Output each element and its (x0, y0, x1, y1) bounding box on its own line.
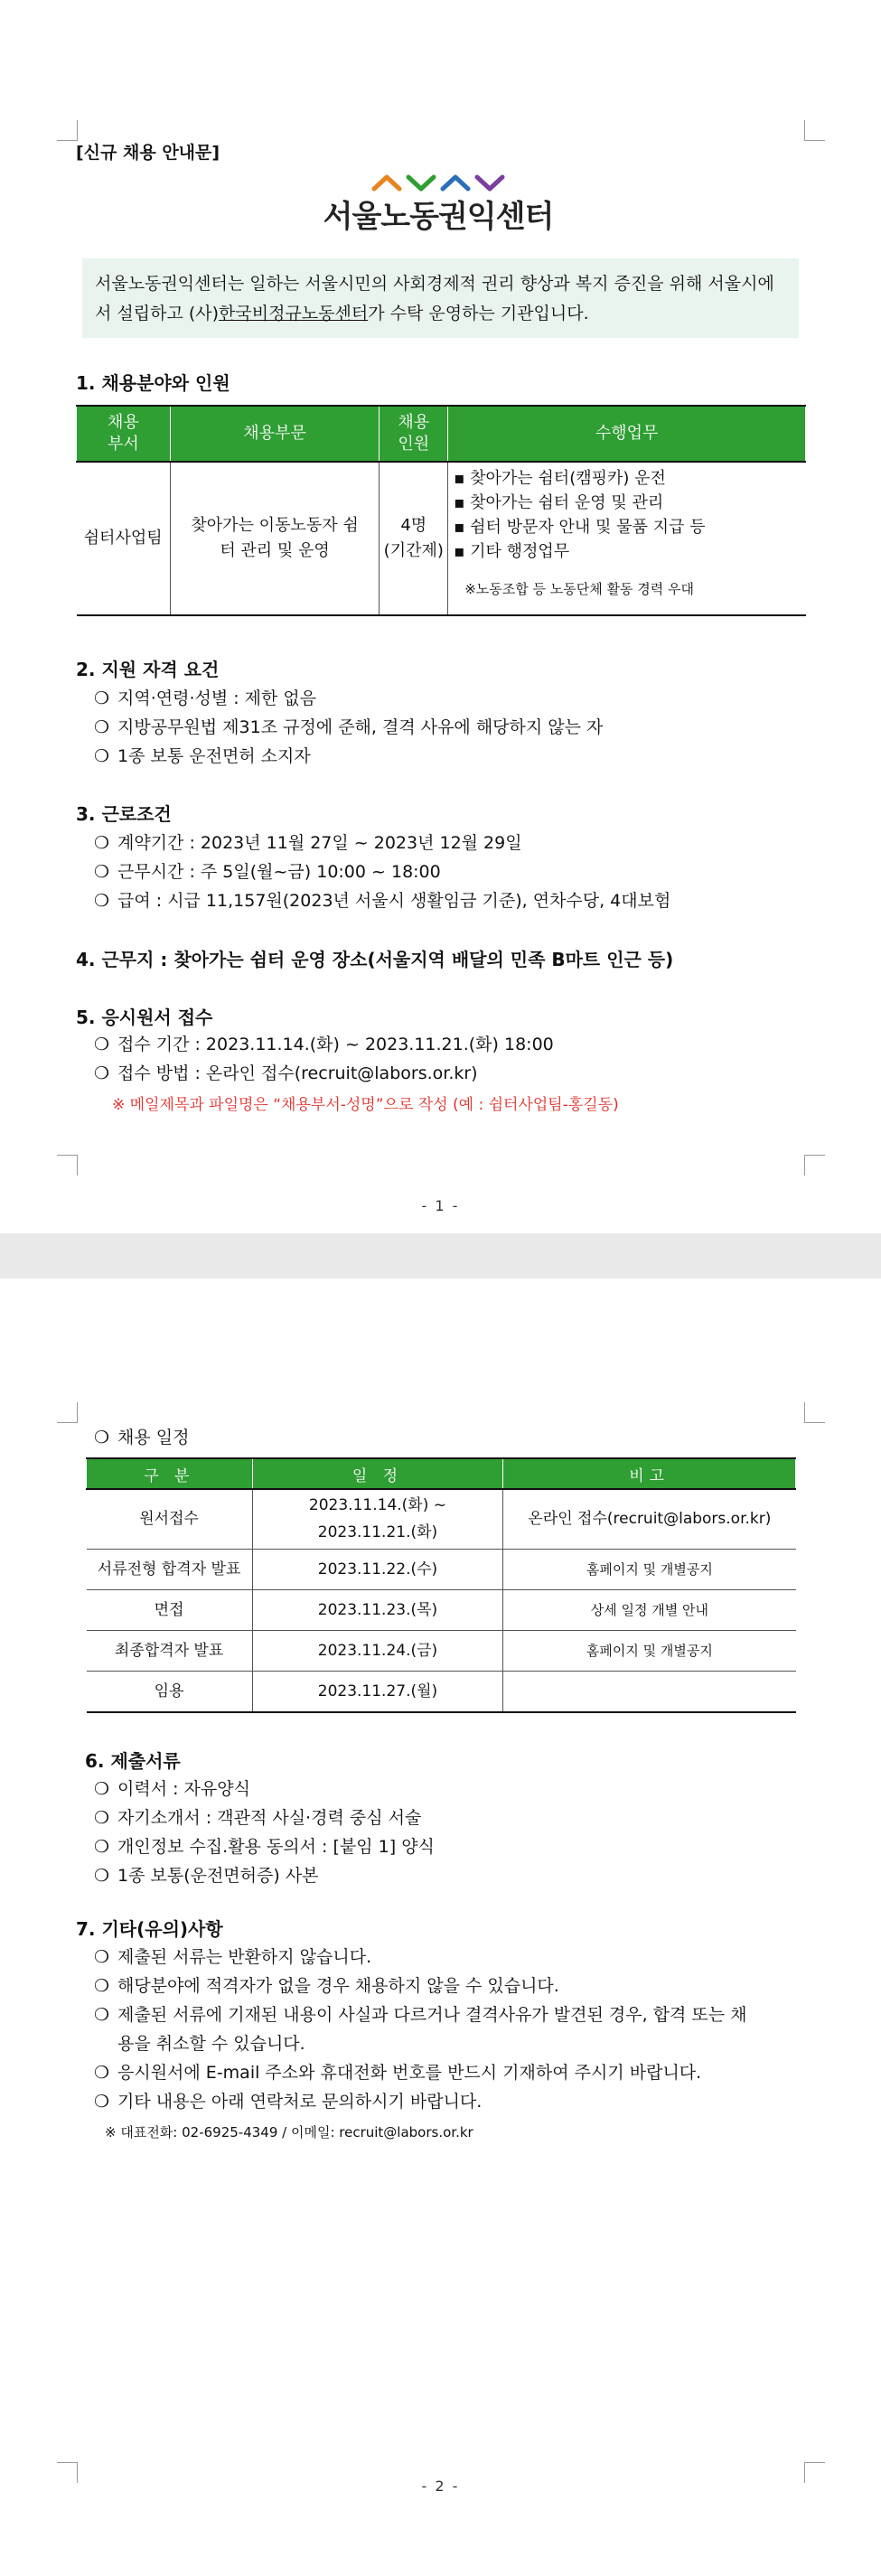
schedule-label (94, 1423, 189, 1452)
page-corner-mark (57, 1155, 78, 1176)
section-title: 3. 근로조건 (76, 803, 172, 825)
page-number: - 2 - (421, 2478, 460, 2495)
page-corner-mark (804, 1402, 825, 1423)
list-item (94, 684, 603, 713)
table-row (87, 1549, 796, 1589)
duty-item: ▪ 쉼터 방문자 안내 및 물품 지급 등 (454, 518, 706, 537)
list-item (94, 857, 670, 886)
list-item-continuation: 용을 취소할 수 있습니다. (117, 2034, 305, 2054)
schedule-table (86, 1457, 796, 1713)
duty-item: ▪ 기타 행정업무 (454, 542, 570, 561)
cell-field: 찾아가는 이동노동자 쉼터 관리 및 운영 (170, 462, 380, 615)
circle-bullet-icon: ❍ (94, 2092, 110, 2112)
table-cell: 2023.11.23.(목) (252, 1589, 503, 1630)
page-number: - 1 - (421, 1197, 460, 1214)
conditions-list (94, 829, 670, 915)
circle-bullet-icon: ❍ (94, 1779, 110, 1799)
table-row (87, 1489, 796, 1549)
table-cell: 서류전형 합격자 발표 (87, 1549, 253, 1589)
table-cell: 상세 일정 개별 안내 (503, 1589, 796, 1630)
cell-dept: 쉼터사업팀 (77, 462, 171, 615)
section-title: 7. 기타(유의)사항 (76, 1918, 223, 1940)
organization-logo (298, 173, 578, 236)
table-cell: 임용 (87, 1671, 253, 1712)
table-header: 일 정 (252, 1458, 503, 1489)
table-row (77, 462, 806, 615)
list-item-text: 기타 내용은 아래 연락처로 문의하시기 바랍니다. (117, 2092, 483, 2112)
intro-operator-name: 한국비정규노동센터 (219, 304, 369, 323)
table-cell (503, 1671, 796, 1712)
table-cell: 최종합격자 발표 (87, 1630, 253, 1671)
table-cell: 2023.11.14.(화) ~ 2023.11.21.(화) (252, 1489, 503, 1549)
logo-chevrons (298, 173, 578, 192)
list-item (94, 886, 670, 915)
table-header (170, 406, 380, 462)
circle-bullet-icon: ❍ (94, 1063, 110, 1083)
list-item (94, 2000, 747, 2029)
contact-info: ※ 대표전화: 02-6925-4349 / 이메일: recruit@labors.or.kr (105, 2124, 473, 2140)
section-title: 2. 지원 자격 요건 (76, 659, 220, 680)
list-item (94, 713, 603, 742)
duty-note: ※노동조합 등 노동단체 활동 경력 우대 (464, 581, 694, 597)
list-item-text: 개인정보 수집.활용 동의서 : [붙임 1] 양식 (117, 1837, 435, 1857)
header-dept: 채용 부서 (108, 413, 139, 454)
circle-bullet-icon: ❍ (94, 2005, 110, 2025)
circle-bullet-icon: ❍ (94, 1947, 110, 1967)
intro-text-end: 가 수탁 운영하는 기관입니다. (368, 304, 589, 323)
list-item-text: 급여 : 시급 11,157원(2023년 서울시 생활임금 기준), 연차수당, 4대보험 (117, 891, 671, 911)
circle-bullet-icon: ❍ (94, 1035, 110, 1054)
table-header-row (87, 1458, 796, 1489)
list-item-text: 근무시간 : 주 5일(월~금) 10:00 ~ 18:00 (117, 862, 441, 882)
header-duties: 수행업무 (595, 424, 659, 443)
header-count: 채용 인원 (398, 413, 430, 454)
list-item-text: 지방공무원법 제31조 규정에 준해, 결격 사유에 해당하지 않는 자 (117, 717, 604, 737)
page-corner-mark (804, 1155, 825, 1176)
document-page-1 (0, 0, 881, 1233)
application-list (94, 1030, 554, 1088)
recruitment-table (76, 405, 806, 616)
list-item (94, 2087, 747, 2116)
logo-text: 서울노동권익센터 (323, 199, 554, 235)
list-item-text: 1종 보통 운전면허 소지자 (117, 746, 311, 766)
table-header (448, 406, 806, 462)
circle-bullet-icon: ❍ (94, 833, 110, 853)
section-title: 6. 제출서류 (85, 1750, 181, 1772)
table-header (77, 406, 171, 462)
cell-count: 4명 (기간제) (380, 462, 448, 615)
table-header: 구 분 (87, 1458, 253, 1489)
table-cell: 홈페이지 및 개별공지 (503, 1549, 796, 1589)
circle-bullet-icon: ❍ (94, 891, 110, 911)
section-title: 4. 근무지 : 찾아가는 쉼터 운영 장소(서울지역 배달의 민족 B마트 인근 등) (76, 949, 674, 970)
list-item-text: 지역·연령·성별 : 제한 없음 (117, 688, 317, 708)
table-cell: 온라인 접수(recruit@labors.or.kr) (503, 1489, 796, 1549)
list-item (94, 1972, 747, 2000)
page-corner-mark (57, 120, 78, 141)
logo-chevron-icon (406, 173, 436, 192)
list-item (94, 1775, 435, 1803)
list-item-text: 이력서 : 자유양식 (117, 1779, 250, 1799)
section-title: 1. 채용분야와 인원 (76, 372, 230, 394)
table-header: 비고 (503, 1458, 796, 1489)
intro-box (82, 258, 799, 338)
table-row (87, 1671, 796, 1712)
list-item-text: 접수 방법 : 온라인 접수(recruit@labors.or.kr) (117, 1063, 478, 1083)
table-header-row (77, 406, 806, 462)
list-item (94, 742, 603, 771)
documents-list (94, 1775, 435, 1890)
circle-bullet-icon: ❍ (94, 1808, 110, 1828)
table-row (87, 1589, 796, 1630)
list-item (94, 1030, 554, 1059)
circle-bullet-icon: ❍ (94, 717, 110, 737)
circle-bullet-icon: ❍ (94, 746, 110, 766)
list-item-text: 계약기간 : 2023년 11월 27일 ~ 2023년 12월 29일 (117, 833, 522, 853)
duty-item: ▪ 찾아가는 쉼터 운영 및 관리 (454, 493, 664, 512)
table-cell: 홈페이지 및 개별공지 (503, 1630, 796, 1671)
list-item-text: 1종 보통(운전면허증) 사본 (117, 1866, 319, 1886)
table-cell: 2023.11.27.(월) (252, 1671, 503, 1712)
circle-bullet-icon: ❍ (94, 862, 110, 882)
document-page-2 (0, 1279, 881, 2576)
notes-list (94, 1943, 747, 2116)
email-subject-note: ※ 메일제목과 파일명은 “채용부서-성명”으로 작성 (예 : 쉼터사업팀-홍길동) (112, 1096, 619, 1114)
logo-chevron-icon (440, 173, 471, 192)
qualification-list (94, 684, 603, 771)
list-item (94, 829, 670, 857)
list-item-text: 접수 기간 : 2023.11.14.(화) ~ 2023.11.21.(화) 18:00 (117, 1035, 554, 1054)
page-corner-mark (57, 1402, 78, 1423)
table-cell: 2023.11.22.(수) (252, 1549, 503, 1589)
table-header (380, 406, 448, 462)
circle-bullet-icon: ❍ (94, 688, 110, 708)
list-item-text: 제출된 서류에 기재된 내용이 사실과 다르거나 결격사유가 발견된 경우, 합격 또는 채 (117, 2005, 747, 2025)
cell-duties (448, 462, 806, 615)
circle-bullet-icon: ❍ (94, 1428, 110, 1447)
circle-bullet-icon: ❍ (94, 2063, 110, 2083)
list-item-text: 해당분야에 적격자가 없을 경우 채용하지 않을 수 있습니다. (117, 1976, 559, 1996)
list-item (94, 1861, 435, 1890)
section-title: 5. 응시원서 접수 (76, 1007, 213, 1028)
list-item (94, 1803, 435, 1832)
page-corner-mark (804, 120, 825, 141)
schedule-label-text: 채용 일정 (117, 1428, 190, 1447)
list-item (94, 1059, 554, 1088)
table-cell: 원서접수 (87, 1489, 253, 1549)
intro-text: 서울노동권익센터는 일하는 서울시민의 사회경제적 권리 향상과 복지 증진을 위해 서울시에서 설립하고 (사) (95, 274, 774, 323)
circle-bullet-icon: ❍ (94, 1976, 110, 1996)
table-row (87, 1630, 796, 1671)
logo-chevron-icon (474, 173, 505, 192)
list-item-text: 자기소개서 : 객관적 사실·경력 중심 서술 (117, 1808, 422, 1828)
table-cell: 면접 (87, 1589, 253, 1630)
notice-tag: [신규 채용 안내문] (76, 143, 220, 163)
table-cell: 2023.11.24.(금) (252, 1630, 503, 1671)
circle-bullet-icon: ❍ (94, 1837, 110, 1857)
duty-item: ▪ 찾아가는 쉼터(캠핑카) 운전 (454, 469, 666, 488)
list-item-text: 제출된 서류는 반환하지 않습니다. (117, 1947, 372, 1967)
circle-bullet-icon: ❍ (94, 1866, 110, 1886)
list-item (94, 1832, 435, 1861)
list-item (94, 2058, 747, 2087)
logo-chevron-icon (371, 173, 402, 192)
list-item (94, 1943, 747, 1972)
header-field: 채용부문 (243, 424, 306, 443)
list-item-text: 응시원서에 E-mail 주소와 휴대전화 번호를 반드시 기재하여 주시기 바랍니다. (117, 2063, 702, 2083)
